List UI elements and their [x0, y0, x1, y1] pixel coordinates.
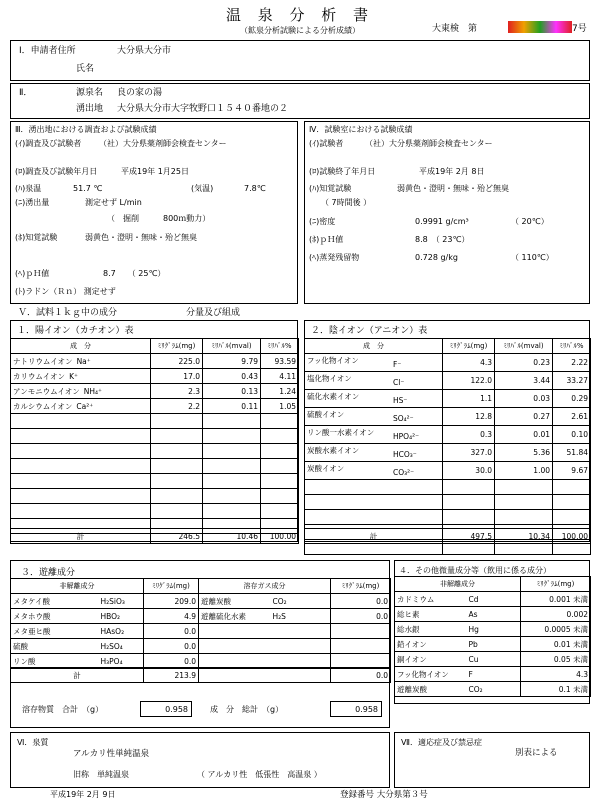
cation-col-name: 成 分 — [11, 339, 151, 354]
investigator: （社）大分県薬剤師会検査センター — [99, 139, 227, 148]
spring-quality: アルカリ性単純温泉 — [73, 749, 150, 759]
anion-col-mg: ﾐﾘｸﾞﾗﾑ(mg) — [443, 339, 495, 354]
cation-symbol: Na⁺ — [76, 356, 91, 366]
free-mg: 0.0 — [144, 639, 199, 654]
free-symbol: H₂SO₄ — [99, 639, 144, 654]
anion-table — [304, 338, 591, 555]
cation-pct — [261, 489, 299, 504]
issue-date: 平成19年 2月 9日 — [50, 790, 116, 799]
trace-symbol: F — [467, 667, 521, 682]
cation-pct — [261, 504, 299, 519]
cation-mg — [151, 504, 203, 519]
cation-name: カリウムイオン — [13, 371, 66, 381]
applicant-address: 大分県大分市 — [117, 46, 172, 56]
survey-date-label: (ﾛ)調査及び試験年月日 — [15, 167, 98, 176]
cation-name-cell — [11, 444, 151, 459]
anion-pct — [553, 480, 591, 495]
cation-mg — [151, 429, 203, 444]
anion-mval: 5.36 — [495, 444, 553, 462]
anion-mg: 327.0 — [443, 444, 495, 462]
cation-mg — [151, 489, 203, 504]
table-row — [395, 637, 591, 652]
table-row — [395, 607, 591, 622]
anion-mval: 0.03 — [495, 390, 553, 408]
end-date-label: (ﾛ)試験終了年月日 — [309, 167, 376, 176]
cation-mval: 0.43 — [203, 369, 261, 384]
free-mg: 0.0 — [144, 654, 199, 669]
components-total-label: 成 分 総計 （g） — [210, 705, 284, 714]
anion-name: リン酸一水素イオン — [307, 428, 375, 437]
anion-mg: 0.3 — [443, 426, 495, 444]
anion-mg — [443, 510, 495, 525]
cation-mg — [151, 474, 203, 489]
trace-name: 鉛イオン — [395, 637, 467, 652]
table-row — [395, 652, 591, 667]
free-mg: 4.9 — [144, 609, 199, 624]
indications-title: Ⅶ．適応症及び禁忌症 — [401, 738, 482, 747]
lab-sense-note: （ 7時間後 ） — [321, 198, 372, 207]
anion-name: 炭酸イオン — [307, 464, 345, 473]
components-subtitle: 分量及び組成 — [186, 308, 241, 318]
cation-mg: 2.2 — [151, 399, 203, 414]
anion-name: 炭酸水素イオン — [307, 446, 360, 455]
onsite-ph-label: (ﾍ)ｐＨ値 — [15, 269, 50, 278]
anion-total-label: 計 — [305, 529, 443, 544]
cation-total-mg: 246.5 — [151, 529, 203, 544]
table-row — [305, 480, 591, 495]
spring-temp: 51.7 ℃ — [73, 184, 103, 193]
anion-mval: 0.23 — [495, 354, 553, 372]
table-row — [11, 624, 391, 639]
lab-sense-label: (ﾊ)知覚試験 — [309, 184, 352, 193]
anion-mg: 1.1 — [443, 390, 495, 408]
cation-name-cell — [11, 414, 151, 429]
anion-name-cell — [305, 408, 443, 426]
anion-mval — [495, 510, 553, 525]
density-temp: （ 20℃） — [511, 217, 549, 226]
gas-symbol — [271, 624, 331, 639]
spring-location: 大分県大分市大字牧野口１５４０番地の２ — [117, 104, 289, 114]
nondiss-header: 非解離成分 — [11, 579, 144, 594]
free-mg-header: ﾐﾘｸﾞﾗﾑ(mg) — [144, 579, 199, 594]
doc-number-suffix: 7号 — [572, 24, 587, 34]
cation-mval: 0.11 — [203, 399, 261, 414]
spring-name: 良の家の湯 — [117, 88, 163, 98]
anion-name-cell — [305, 495, 443, 510]
lab-test-section — [304, 121, 590, 304]
cation-col-mg: ﾐﾘｸﾞﾗﾑ(mg) — [151, 339, 203, 354]
trace-mg: 0.1 未満 — [521, 682, 591, 697]
anion-name: 硫化水素イオン — [307, 392, 360, 401]
spring-section-label: Ⅱ． — [19, 88, 33, 98]
anion-total-mg: 497.5 — [443, 529, 495, 544]
free-name: メタケイ酸 — [11, 594, 99, 609]
anion-name: 硫酸イオン — [307, 410, 345, 419]
cation-mval — [203, 489, 261, 504]
free-symbol: HAsO₂ — [99, 624, 144, 639]
anion-mg: 4.3 — [443, 354, 495, 372]
cation-mval — [203, 474, 261, 489]
components-title: Ｖ．試料１ｋｇ中の成分 — [18, 308, 118, 318]
table-row — [395, 592, 591, 607]
anion-symbol: HCO₃⁻ — [393, 450, 417, 459]
anion-pct: 33.27 — [553, 372, 591, 390]
cation-mval: 9.79 — [203, 354, 261, 369]
table-row — [305, 354, 591, 372]
residue: 0.728 g/kg — [415, 253, 458, 262]
anion-symbol: HS⁻ — [393, 396, 408, 405]
free-total-label: 計 — [11, 668, 144, 683]
trace-symbol: Cd — [467, 592, 521, 607]
cation-table — [10, 338, 299, 534]
table-row — [305, 390, 591, 408]
free-mg: 209.0 — [144, 594, 199, 609]
cation-mg: 17.0 — [151, 369, 203, 384]
table-row — [305, 426, 591, 444]
cation-mg — [151, 444, 203, 459]
trace-table — [394, 576, 591, 697]
anion-symbol: Cl⁻ — [393, 378, 405, 387]
dissolved-value: 0.958 — [165, 705, 188, 714]
table-row — [11, 369, 299, 384]
table-row — [11, 414, 299, 429]
table-row — [305, 444, 591, 462]
cation-mval — [203, 459, 261, 474]
trace-symbol: Cu — [467, 652, 521, 667]
spring-name-label: 源泉名 — [76, 88, 104, 98]
cation-total-row — [10, 528, 299, 544]
cation-pct: 93.59 — [261, 354, 299, 369]
onsite-title: Ⅲ．湧出地における調査および試験成績 — [15, 125, 157, 134]
trace-symbol: Pb — [467, 637, 521, 652]
air-temp: 7.8℃ — [244, 184, 266, 193]
document-subtitle: （鉱泉分析試験による分析成績） — [240, 26, 360, 35]
cation-name-cell — [11, 489, 151, 504]
cation-mval — [203, 444, 261, 459]
anion-pct: 0.10 — [553, 426, 591, 444]
cation-name: ナトリウムイオン — [13, 356, 73, 366]
table-row — [11, 444, 299, 459]
trace-mg: 0.01 未満 — [521, 637, 591, 652]
table-row — [11, 639, 391, 654]
trace-header-mg: ﾐﾘｸﾞﾗﾑ(mg) — [521, 577, 591, 592]
gas-name — [199, 624, 271, 639]
trace-mg: 0.002 — [521, 607, 591, 622]
cation-name-cell — [11, 429, 151, 444]
anion-total-mval: 10.34 — [495, 529, 553, 544]
cation-name-cell — [11, 504, 151, 519]
table-row — [11, 399, 299, 414]
cation-symbol: K⁺ — [69, 371, 78, 381]
trace-mg: 0.0005 未満 — [521, 622, 591, 637]
flow-value: 測定せず L/min — [85, 198, 142, 207]
anion-pct: 0.29 — [553, 390, 591, 408]
table-row — [11, 594, 391, 609]
components-total-value: 0.958 — [355, 705, 378, 714]
density: 0.9991 g/cm³ — [415, 217, 469, 226]
location-label: 湧出地 — [76, 104, 104, 114]
cation-name-cell — [11, 384, 151, 399]
anion-mval — [495, 495, 553, 510]
table-row — [305, 372, 591, 390]
trace-mg: 0.001 未満 — [521, 592, 591, 607]
lab-sense: 弱黄色・澄明・無味・殆ど無臭 — [397, 184, 509, 193]
table-row — [11, 459, 299, 474]
cation-mg: 225.0 — [151, 354, 203, 369]
residue-temp: （ 110℃） — [511, 253, 554, 262]
anion-total-row — [304, 528, 591, 544]
gas-name: 遊離硫化水素 — [199, 609, 271, 624]
table-row — [305, 510, 591, 525]
onsite-sense-label: (ﾎ)知覚試験 — [15, 233, 58, 242]
cation-pct — [261, 444, 299, 459]
table-row — [305, 408, 591, 426]
cation-name: カルシウムイオン — [13, 401, 73, 411]
free-symbol: HBO₂ — [99, 609, 144, 624]
trace-symbol: CO₂ — [467, 682, 521, 697]
anion-mg: 122.0 — [443, 372, 495, 390]
spring-section — [10, 83, 590, 119]
trace-title: ４．その他微量成分等（飲用に係る成分） — [399, 566, 551, 575]
table-row — [11, 354, 299, 369]
cation-mval — [203, 414, 261, 429]
cation-name-cell — [11, 399, 151, 414]
gas-mg-header: ﾐﾘｸﾞﾗﾑ(mg) — [331, 579, 391, 594]
anion-symbol: F⁻ — [393, 360, 402, 369]
free-name: リン酸 — [11, 654, 99, 669]
trace-name: カドミウム — [395, 592, 467, 607]
cation-name-cell — [11, 354, 151, 369]
flow-label: (ﾆ)湧出量 — [15, 198, 50, 207]
free-table — [10, 578, 391, 669]
anion-symbol: SO₄²⁻ — [393, 414, 414, 423]
dig-info: （ 掘削 800ｍ動力） — [107, 214, 211, 223]
table-row — [395, 622, 591, 637]
gas-total-mg: 0.0 — [331, 668, 391, 683]
cation-symbol: NH₄⁺ — [83, 386, 102, 396]
cation-pct — [261, 474, 299, 489]
anion-mg — [443, 495, 495, 510]
density-label: (ﾆ)密度 — [309, 217, 336, 226]
free-name: メタホウ酸 — [11, 609, 99, 624]
cation-mval: 0.13 — [203, 384, 261, 399]
anion-col-name: 成 分 — [305, 339, 443, 354]
cation-mval — [203, 504, 261, 519]
onsite-survey-section — [10, 121, 298, 304]
gas-name — [199, 639, 271, 654]
gas-mg — [331, 624, 391, 639]
cation-total-label: 計 — [11, 529, 151, 544]
anion-name: 塩化物イオン — [307, 374, 352, 383]
cation-mval — [203, 429, 261, 444]
cation-total-pct: 100.00 — [261, 529, 299, 544]
applicant-name-label: 氏名 — [76, 64, 95, 74]
gas-symbol — [271, 639, 331, 654]
old-name: 単純温泉 — [97, 770, 129, 779]
anion-name-cell — [305, 354, 443, 372]
tester: （社）大分県薬剤師会検査センター — [365, 139, 493, 148]
anion-mg: 30.0 — [443, 462, 495, 480]
free-total-row — [10, 667, 391, 683]
table-row — [395, 667, 591, 682]
anion-pct: 9.67 — [553, 462, 591, 480]
cation-pct: 1.05 — [261, 399, 299, 414]
free-total-mg: 213.9 — [144, 668, 199, 683]
trace-symbol: Hg — [467, 622, 521, 637]
onsite-sense: 弱黄色・澄明・無味・殆ど無臭 — [85, 233, 197, 242]
table-row — [395, 682, 591, 697]
free-mg: 0.0 — [144, 624, 199, 639]
anion-mval: 0.27 — [495, 408, 553, 426]
trace-mg: 0.05 未満 — [521, 652, 591, 667]
gas-symbol: CO₂ — [271, 594, 331, 609]
anion-name: フッ化物イオン — [307, 356, 359, 365]
spring-temp-label: (ﾊ)泉温 — [15, 184, 42, 193]
old-name-label: 旧称 — [73, 770, 89, 779]
anion-mval — [495, 480, 553, 495]
anion-mg — [443, 480, 495, 495]
gas-mg — [331, 639, 391, 654]
survey-date: 平成19年 1月25日 — [121, 167, 189, 176]
cation-mg — [151, 459, 203, 474]
indications-content: 別表による — [515, 748, 558, 758]
free-name: 硫酸 — [11, 639, 99, 654]
doc-number-prefix: 大東検 第 — [432, 24, 478, 34]
cation-name: アンモニウムイオン — [13, 386, 80, 396]
end-date: 平成19年 2月 8日 — [419, 167, 485, 176]
trace-header-name: 非解離成分 — [395, 577, 521, 592]
free-title: ３．遊離成分 — [21, 568, 76, 578]
free-symbol: H₃PO₄ — [99, 654, 144, 669]
anion-pct: 2.22 — [553, 354, 591, 372]
gas-mg: 0.0 — [331, 609, 391, 624]
residue-label: (ﾍ)蒸発残留物 — [309, 253, 360, 262]
lab-title: Ⅳ．試験室における試験成績 — [309, 125, 413, 134]
quality-class: （ アルカリ性 低張性 高温泉 ） — [197, 770, 322, 779]
gas-header: 溶存ガス成分 — [199, 579, 331, 594]
trace-name: 銅イオン — [395, 652, 467, 667]
anion-name-cell — [305, 372, 443, 390]
trace-name: 総水銀 — [395, 622, 467, 637]
tester-label: (ｲ)試験者 — [309, 139, 344, 148]
anion-pct — [553, 510, 591, 525]
table-row — [11, 489, 299, 504]
radon: (ﾄ)ラドン（Ｒｎ） 測定せず — [15, 287, 116, 296]
table-row — [11, 384, 299, 399]
table-row — [305, 462, 591, 480]
cation-pct — [261, 414, 299, 429]
anion-title: ２．陰イオン（アニオン）表 — [311, 326, 428, 336]
anion-pct — [553, 495, 591, 510]
cation-title: １．陽イオン（カチオン）表 — [17, 326, 134, 336]
anion-total-pct: 100.00 — [553, 529, 591, 544]
dissolved-label: 溶存物質 合計 （g） — [22, 705, 104, 714]
anion-name-cell — [305, 462, 443, 480]
lab-ph-label: (ﾎ)ｐＨ値 — [309, 235, 344, 244]
cation-pct — [261, 459, 299, 474]
cation-mg — [151, 414, 203, 429]
cation-name-cell — [11, 474, 151, 489]
onsite-ph: 8.7 （ 25℃） — [103, 269, 166, 278]
document-title: 温 泉 分 析 書 — [225, 6, 375, 24]
table-row — [11, 609, 391, 624]
anion-name-cell — [305, 510, 443, 525]
cation-name-cell — [11, 459, 151, 474]
quality-box — [10, 732, 390, 788]
anion-mg: 12.8 — [443, 408, 495, 426]
cation-mg: 2.3 — [151, 384, 203, 399]
anion-name-cell — [305, 480, 443, 495]
anion-pct: 51.84 — [553, 444, 591, 462]
air-temp-label: (気温) — [191, 184, 214, 193]
free-symbol: H₂SiO₃ — [99, 594, 144, 609]
trace-mg: 4.3 — [521, 667, 591, 682]
gas-mg: 0.0 — [331, 594, 391, 609]
gas-name: 遊離炭酸 — [199, 594, 271, 609]
redacted-stamp — [508, 21, 572, 33]
table-row — [11, 429, 299, 444]
trace-name: 遊離炭酸 — [395, 682, 467, 697]
trace-symbol: As — [467, 607, 521, 622]
cation-name-cell — [11, 369, 151, 384]
trace-name: 総ヒ素 — [395, 607, 467, 622]
indications-box — [394, 732, 590, 788]
lab-ph: 8.8 （ 23℃） — [415, 235, 470, 244]
anion-pct: 2.61 — [553, 408, 591, 426]
anion-col-pct: ﾐﾘﾊﾞﾙ% — [553, 339, 591, 354]
registration-number: 登録番号 大分県第３号 — [340, 790, 428, 800]
cation-col-mval: ﾐﾘﾊﾞﾙ(mval) — [203, 339, 261, 354]
anion-symbol: CO₃²⁻ — [393, 468, 415, 477]
gas-symbol: H₂S — [271, 609, 331, 624]
anion-name-cell — [305, 390, 443, 408]
applicant-section — [10, 40, 590, 81]
anion-mval: 1.00 — [495, 462, 553, 480]
applicant-label: Ⅰ．申請者住所 — [19, 46, 76, 56]
anion-col-mval: ﾐﾘﾊﾞﾙ(mval) — [495, 339, 553, 354]
cation-total-mval: 10.46 — [203, 529, 261, 544]
cation-pct: 4.11 — [261, 369, 299, 384]
anion-mval: 0.01 — [495, 426, 553, 444]
cation-col-pct: ﾐﾘﾊﾞﾙ% — [261, 339, 299, 354]
table-row — [305, 495, 591, 510]
investigator-label: (ｲ)調査及び試験者 — [15, 139, 82, 148]
table-row — [11, 474, 299, 489]
cation-symbol: Ca²⁺ — [76, 401, 94, 411]
cation-pct — [261, 429, 299, 444]
anion-name-cell — [305, 444, 443, 462]
anion-mval: 3.44 — [495, 372, 553, 390]
trace-name: フッ化物イオン — [395, 667, 467, 682]
anion-symbol: HPO₄²⁻ — [393, 432, 420, 441]
cation-pct: 1.24 — [261, 384, 299, 399]
free-name: メタ亜ヒ酸 — [11, 624, 99, 639]
quality-title: Ⅵ．泉質 — [17, 738, 49, 747]
table-row — [11, 504, 299, 519]
anion-name-cell — [305, 426, 443, 444]
